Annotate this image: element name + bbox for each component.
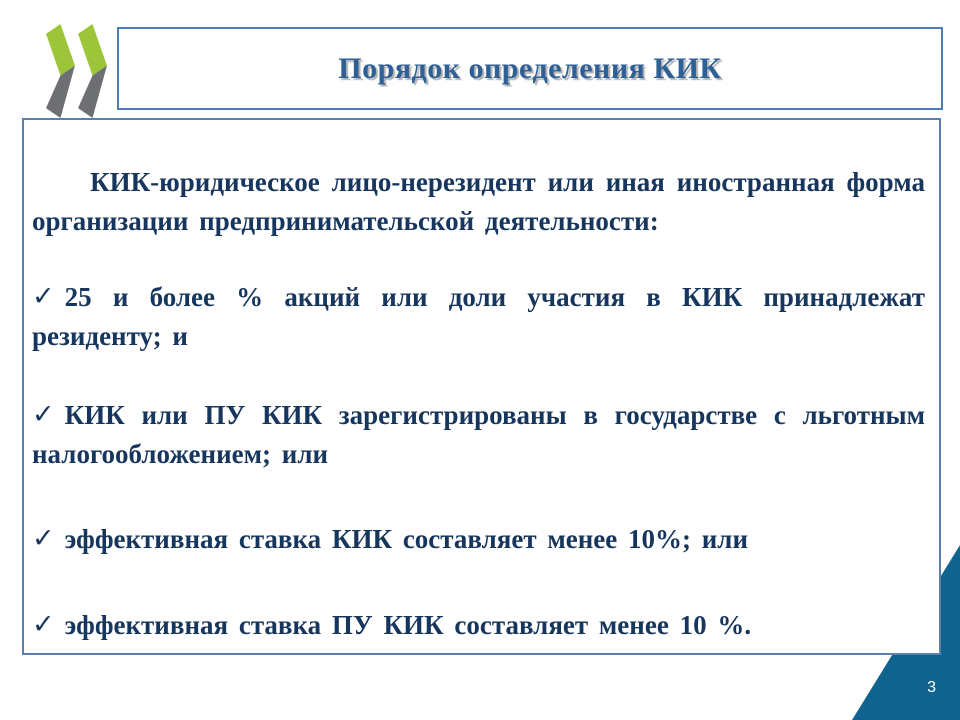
page-number: 3 — [927, 679, 936, 696]
bullet-text: эффективная ставка КИК составляет менее 10%; или — [64, 524, 749, 554]
checkmark-icon: ✓ — [32, 399, 55, 430]
intro-paragraph — [32, 163, 925, 241]
bullet-text: КИК или ПУ КИК зарегистрированы в государстве с льготным налогообложением; или — [32, 400, 925, 469]
intro-lead-term: КИК — [90, 167, 151, 197]
bullet-item — [32, 396, 925, 474]
checkmark-icon: ✓ — [32, 609, 55, 640]
page-title: Порядок определения КИК — [338, 51, 722, 85]
oecd-chevrons-logo-icon — [46, 24, 108, 118]
intro-text: -юридическое лицо-нерезидент или иная иностранная форма организации предпринимательской деятельности: — [32, 167, 925, 236]
bullet-item — [32, 278, 925, 356]
checkmark-icon: ✓ — [32, 281, 55, 312]
bullet-text: эффективная ставка ПУ КИК составляет менее 10 %. — [64, 610, 752, 640]
bullet-item — [32, 606, 925, 645]
slide-title-box — [117, 27, 943, 110]
bullet-item — [32, 520, 925, 559]
checkmark-icon: ✓ — [32, 523, 55, 554]
content-box — [22, 118, 941, 655]
bullet-text: 25 и более % акций или доли участия в КИК принадлежат резиденту; и — [32, 282, 925, 351]
